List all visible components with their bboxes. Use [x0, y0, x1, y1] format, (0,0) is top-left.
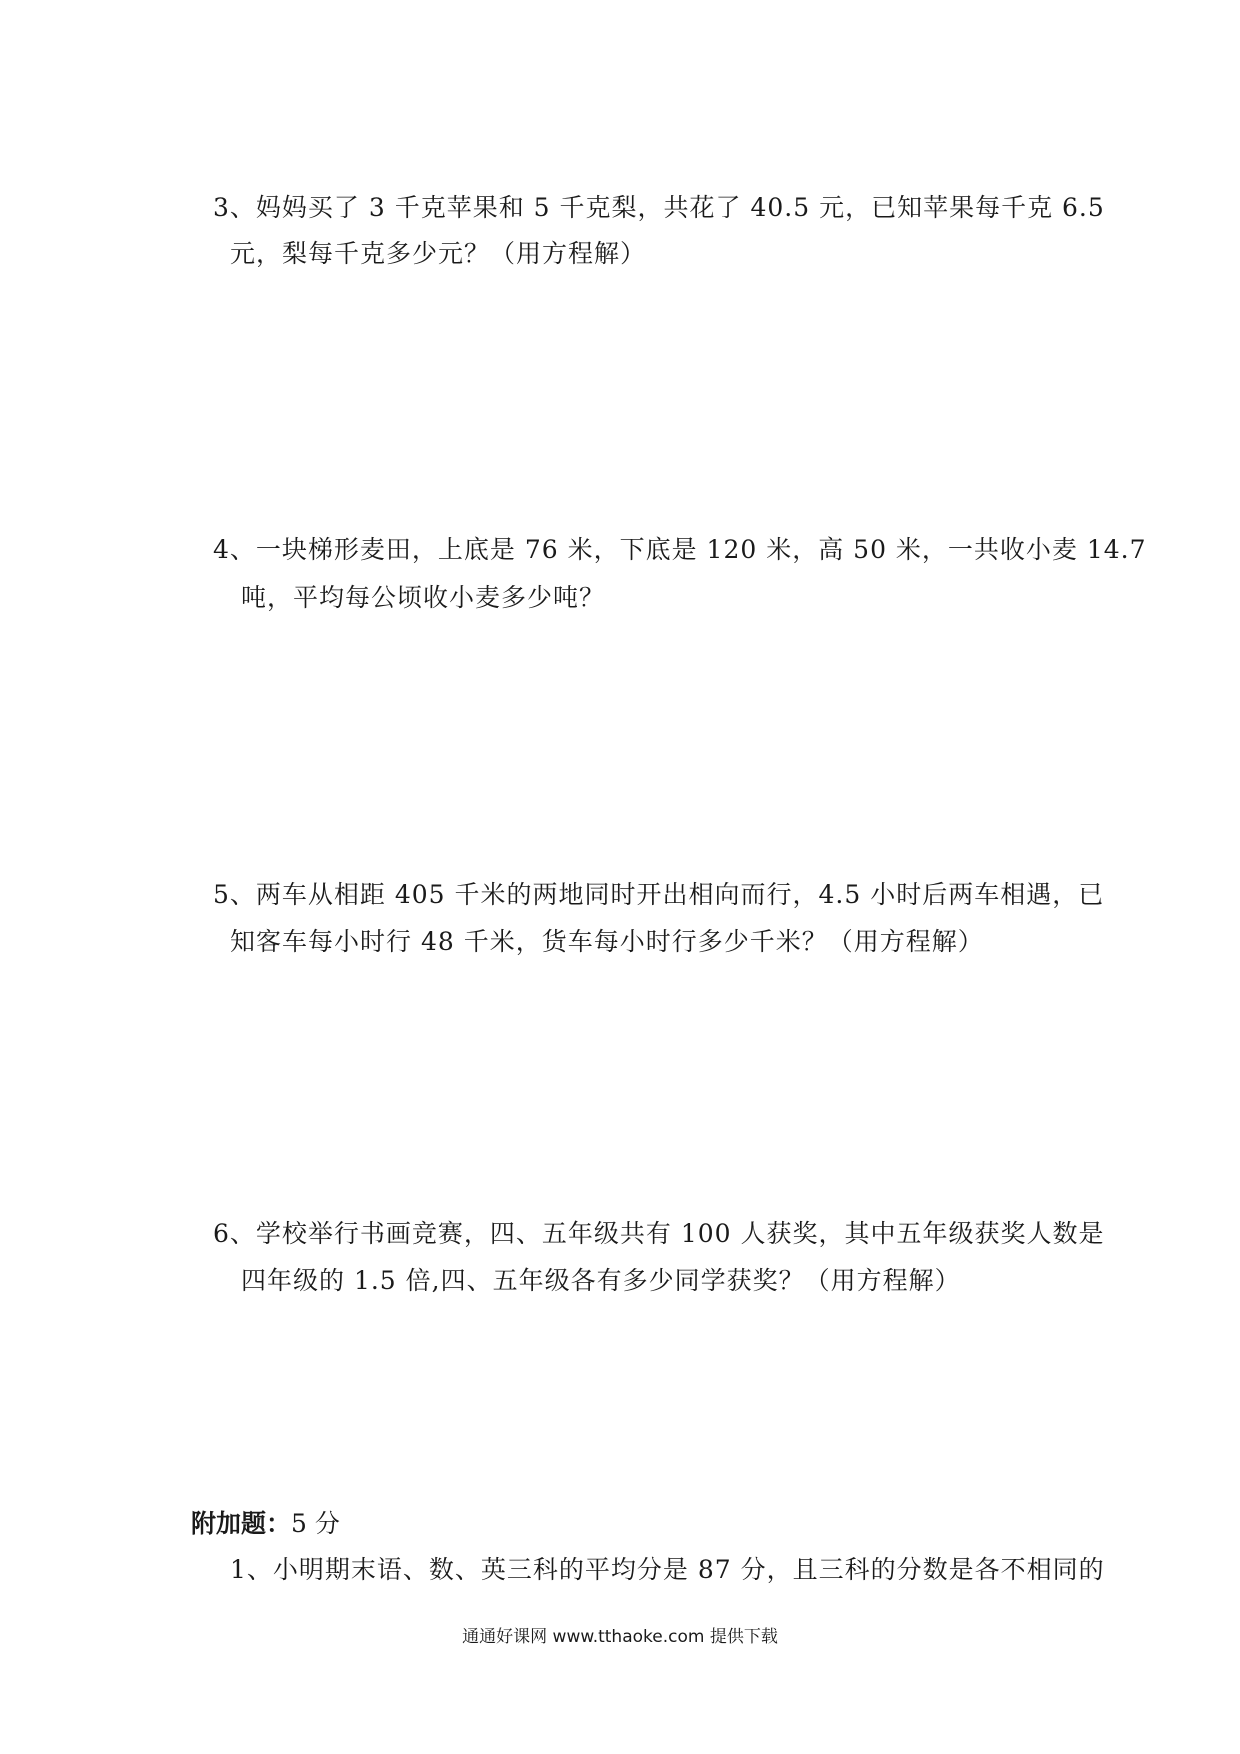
question-6-line-1: 6、学校举行书画竞赛，四、五年级共有 100 人获奖，其中五年级获奖人数是: [213, 1219, 1105, 1248]
bonus-title-label: 附加题：: [191, 1509, 292, 1538]
footer-download-note: 通通好课网 www.tthaoke.com 提供下载: [462, 1627, 778, 1647]
bonus-section-title: [191, 1511, 340, 1536]
question-6-line-2: 四年级的 1.5 倍,四、五年级各有多少同学获奖？（用方程解）: [241, 1266, 961, 1295]
question-5-line-2: 知客车每小时行 48 千米，货车每小时行多少千米？（用方程解）: [230, 927, 984, 956]
bonus-question-1-line-1: 1、小明期末语、数、英三科的平均分是 87 分，且三科的分数是各不相同的: [230, 1555, 1105, 1584]
question-4-line-1: 4、一块梯形麦田，上底是 76 米，下底是 120 米，高 50 米，一共收小麦 14.7: [213, 535, 1147, 564]
question-3-line-2: 元，梨每千克多少元？（用方程解）: [230, 239, 647, 268]
question-5-line-1: 5、两车从相距 405 千米的两地同时开出相向而行，4.5 小时后两车相遇，已: [213, 880, 1105, 909]
question-4-line-2: 吨，平均每公顷收小麦多少吨？: [241, 583, 606, 612]
bonus-score: 5 分: [291, 1509, 340, 1538]
question-3-line-1: 3、妈妈买了 3 千克苹果和 5 千克梨，共花了 40.5 元，已知苹果每千克 6.5: [213, 193, 1105, 222]
